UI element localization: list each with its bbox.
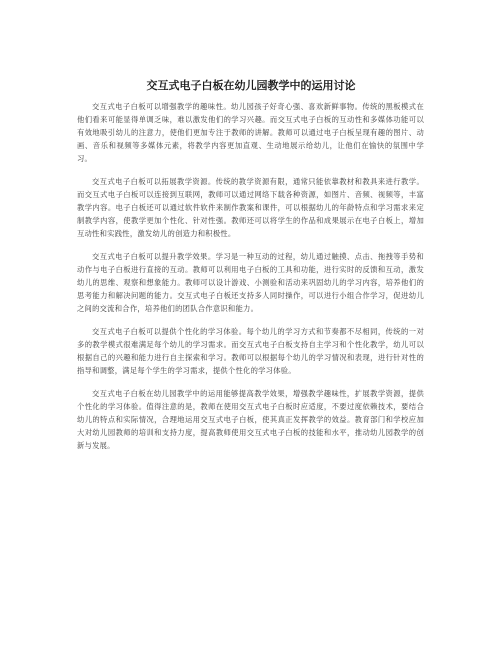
paragraph-5: 交互式电子白板在幼儿园教学中的运用能够提高教学效果，增强教学趣味性，扩展教学资源，提供个性化的学习体验。值得注意的是，教师在使用交互式电子白板时应适度，不要过度依赖技术，要结合幼儿的特点和实际情况，合理地运用交互式电子白板，使其真正发挥教学的效益。教育部门和学校应加大对幼儿园教师的培训和支持力度，提高教师使用交互式电子白板的技能和水平，推动幼儿园教学的创新与发展。 [77,389,424,450]
document-title: 交互式电子白板在幼儿园教学中的运用讨论 [146,79,356,92]
paragraph-2: 交互式电子白板可以拓展教学资源。传统的教学资源有限，通常只能依靠教材和教具来进行教学。而交互式电子白板可以连接到互联网，教师可以通过网络下载各种资源，如图片、音频、视频等，丰富教学内容。电子白板还可以通过软件软件来制作教案和课件，可以根据幼儿的年龄特点和学习需求来定制教学内容，使教学更加个性化、针对性强。教师还可以将学生的作品和成果展示在电子白板上，增加互动性和实践性，激发幼儿的创造力和积极性。 [77,177,424,238]
document-body [77,100,424,462]
paragraph-3: 交互式电子白板可以提升教学效果。学习是一种互动的过程，幼儿通过触摸、点击、拖拽等手势和动作与电子白板进行直接的互动。教师可以利用电子白板的工具和功能，进行实时的反馈和互动，激发幼儿的思维、观察和想象能力。教师可以设计游戏、小测验和活动来巩固幼儿的学习内容，培养他们的思考能力和解决问题的能力。交互式电子白板还支持多人同时操作，可以进行小组合作学习，促进幼儿之间的交流和合作，培养他们的团队合作意识和能力。 [77,252,424,313]
paragraph-4: 交互式电子白板可以提供个性化的学习体验。每个幼儿的学习方式和节奏都不尽相同，传统的一对多的教学模式很难满足每个幼儿的学习需求。而交互式电子白板支持自主学习和个性化教学，幼儿可以根据自己的兴趣和能力进行自主探索和学习。教师可以根据每个幼儿的学习情况和表现，进行针对性的指导和调整，满足每个学生的学习需求，提供个性化的学习体验。 [77,327,424,375]
paragraph-1: 交互式电子白板可以增强教学的趣味性。幼儿园孩子好奇心强、喜欢新鲜事物。传统的黑板模式在他们看来可能显得单调乏味，难以激发他们的学习兴趣。而交互式电子白板的互动性和多媒体功能可以有效地吸引幼儿的注意力，使他们更加专注于教师的讲解。教师可以通过电子白板呈现有趣的图片、动画、音乐和视频等多媒体元素，将教学内容更加直观、生动地展示给幼儿，让他们在愉快的氛围中学习。 [77,102,424,163]
